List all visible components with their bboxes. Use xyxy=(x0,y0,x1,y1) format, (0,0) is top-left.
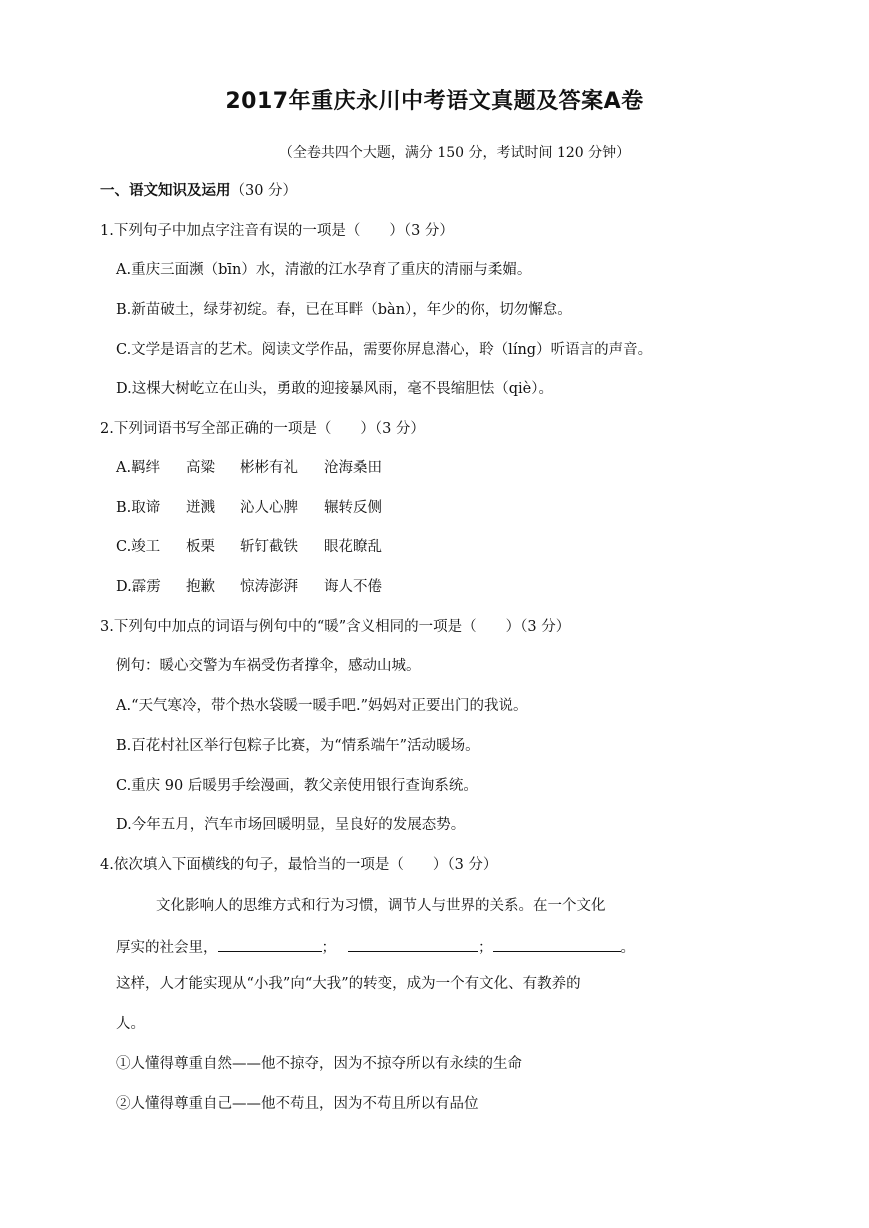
question-3-example: 例句：暖心交警为车祸受伤者撑伞，感动山城。 xyxy=(116,658,421,674)
question-4-passage-line-4: 人。 xyxy=(116,1016,145,1032)
word: D.霹雳 xyxy=(116,579,161,595)
separator: ； xyxy=(478,940,493,956)
word: 斩钉截铁 xyxy=(240,539,298,555)
word: 辗转反侧 xyxy=(324,500,382,516)
question-4-stem: 4.依次填入下面横线的句子，最恰当的一项是（ ）（3 分） xyxy=(100,857,498,873)
word: 沁人心脾 xyxy=(240,500,298,516)
word: 板栗 xyxy=(186,539,215,555)
word: 抱歉 xyxy=(186,579,215,595)
answer-blank-3 xyxy=(493,937,621,952)
section-heading xyxy=(100,181,297,201)
question-4-passage-line-2 xyxy=(116,937,635,958)
question-2-stem: 2.下列词语书写全部正确的一项是（ ）（3 分） xyxy=(100,421,425,437)
word: C.竣工 xyxy=(116,539,161,555)
word: 眼花瞭乱 xyxy=(324,539,382,555)
question-2-option-a xyxy=(116,458,382,478)
question-2-option-c xyxy=(116,537,382,557)
word: B.取谛 xyxy=(116,500,161,516)
word: A.羁绊 xyxy=(116,460,161,476)
section-score: （30 分） xyxy=(230,183,298,199)
separator: ； xyxy=(321,940,336,956)
word: 彬彬有礼 xyxy=(240,460,298,476)
word: 高粱 xyxy=(186,460,215,476)
question-1-option-c: C.文学是语言的艺术。阅读文学作品，需要你屏息潜心，聆（líng）听语言的声音。 xyxy=(116,342,653,358)
word: 迸溅 xyxy=(186,500,215,516)
page-title: 2017年重庆永川中考语文真题及答案A卷 xyxy=(225,89,644,114)
question-2-option-b xyxy=(116,498,382,518)
answer-blank-2 xyxy=(348,937,478,952)
section-label: 一、语文知识及运用 xyxy=(100,183,231,199)
question-3-option-a: A.“天气寒冷，带个热水袋暖一暖手吧.”妈妈对正要出门的我说。 xyxy=(116,698,528,714)
question-4-choice-2: ②人懂得尊重自己——他不苟且，因为不苟且所以有品位 xyxy=(116,1096,479,1112)
passage-text: 厚实的社会里， xyxy=(116,940,218,956)
question-3-option-d: D.今年五月，汽车市场回暖明显，呈良好的发展态势。 xyxy=(116,817,466,833)
question-3-stem: 3.下列句中加点的词语与例句中的“暖”含义相同的一项是（ ）（3 分） xyxy=(100,619,571,635)
word: 诲人不倦 xyxy=(324,579,382,595)
exam-info: （全卷共四个大题，满分 150 分，考试时间 120 分钟） xyxy=(278,145,631,161)
question-3-option-c: C.重庆 90 后暖男手绘漫画，教父亲使用银行查询系统。 xyxy=(116,778,478,794)
separator: 。 xyxy=(620,940,635,956)
question-3-option-b: B.百花村社区举行包粽子比赛，为“情系端午”活动暖场。 xyxy=(116,738,480,754)
word: 沧海桑田 xyxy=(324,460,382,476)
question-1-stem: 1.下列句子中加点字注音有误的一项是（ ）（3 分） xyxy=(100,223,454,239)
question-1-option-d: D.这棵大树屹立在山头，勇敢的迎接暴风雨，毫不畏缩胆怯（qiè）。 xyxy=(116,381,553,397)
question-2-option-d xyxy=(116,577,382,597)
question-4-choice-1: ①人懂得尊重自然——他不掠夺，因为不掠夺所以有永续的生命 xyxy=(116,1056,522,1072)
question-1-option-b: B.新苗破土，绿芽初绽。春，已在耳畔（bàn），年少的你，切勿懈怠。 xyxy=(116,302,572,318)
question-4-passage-line-3: 这样，人才能实现从“小我”向“大我”的转变，成为一个有文化、有教养的 xyxy=(116,976,581,992)
question-4-passage-line-1: 文化影响人的思维方式和行为习惯，调节人与世界的关系。在一个文化 xyxy=(156,898,606,914)
question-1-option-a: A.重庆三面濒（bīn）水，清澈的江水孕育了重庆的清丽与柔媚。 xyxy=(116,262,532,278)
word: 惊涛澎湃 xyxy=(240,579,298,595)
answer-blank-1 xyxy=(218,937,322,952)
